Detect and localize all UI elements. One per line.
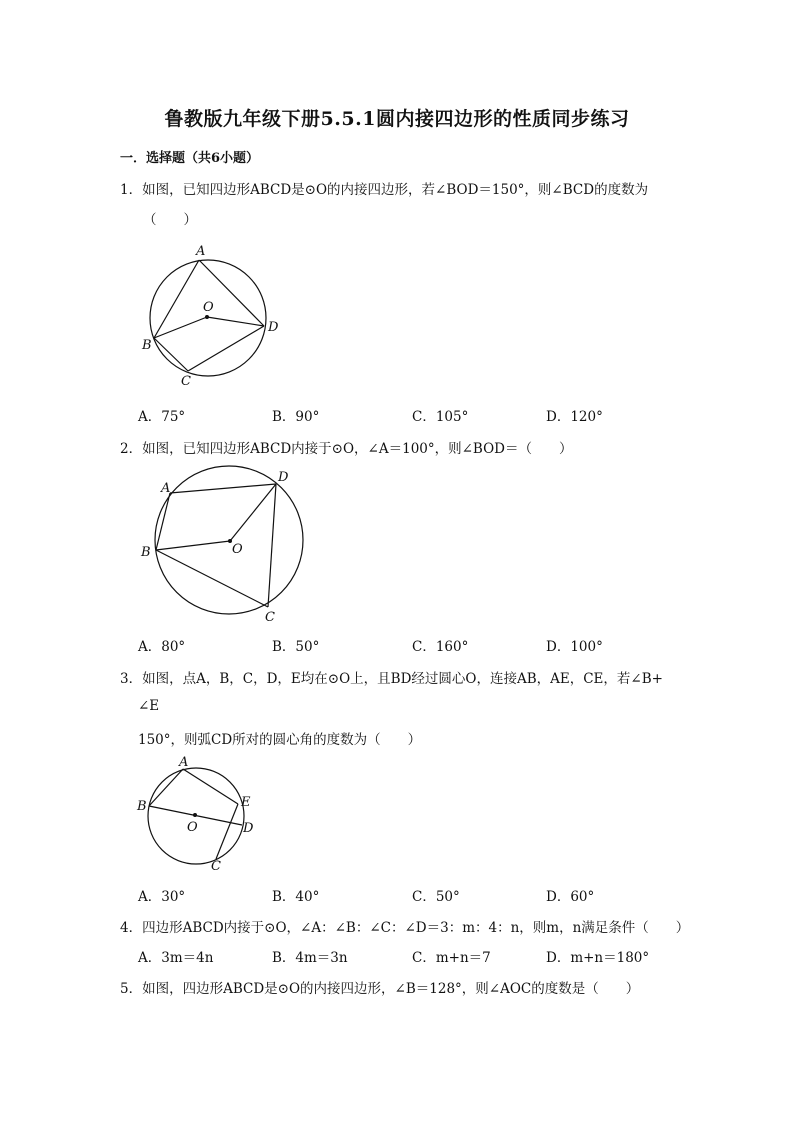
label-a: A [161,481,171,496]
question-3-stem: 3．如图，点A，B，C，D，E均在⊙O上，且BD经过圆心O，连接AB，AE，CE，若∠B+ [120,671,663,687]
segment-ab [154,260,199,338]
segment-ab [149,769,183,806]
segment-bo [156,541,230,550]
label-a: A [196,244,206,259]
segment-dc [268,484,276,607]
segment-od [207,317,264,326]
label-o: O [232,542,243,557]
q3-option-a: A．30° [138,889,186,905]
q2-option-d: D．100° [546,639,603,655]
q2-option-c: C．160° [412,639,469,655]
question-2-stem: 2．如图，已知四边形ABCD内接于⊙O，∠A＝100°，则∠BOD＝（ ） [120,441,573,457]
label-c: C [265,610,275,625]
label-e: E [241,795,251,810]
label-c: C [211,859,221,874]
q2-option-b: B．50° [272,639,320,655]
question-4-stem: 4．四边形ABCD内接于⊙O，∠A：∠B：∠C：∠D＝3：m：4：n，则m，n满足条件（ ） [120,920,690,936]
segment-ob [154,317,207,338]
segment-ad [170,484,276,493]
label-o: O [187,820,198,835]
q1-option-c: C．105° [412,409,469,425]
q4-option-b: B．4m＝3n [272,950,348,966]
q3-option-b: B．40° [272,889,320,905]
center-point [205,315,209,319]
section-heading: 一．选择题（共6小题） [120,151,260,166]
label-o: O [203,300,214,315]
question-1-answer-blank: （ ） [143,212,197,228]
question-3-stem-line2: ∠E [138,698,160,714]
question-5-stem: 5．如图，四边形ABCD是⊙O的内接四边形，∠B＝128°，则∠AOC的度数是（ ） [120,981,640,997]
q1-option-d: D．120° [546,409,603,425]
label-b: B [137,799,147,814]
question-2-figure [130,462,320,632]
segment-cd [188,326,264,371]
label-d: D [243,821,254,836]
label-d: D [268,320,279,335]
q4-option-c: C．m+n＝7 [412,950,491,966]
question-1-stem: 1．如图，已知四边形ABCD是⊙O的内接四边形，若∠BOD＝150°，则∠BCD的度数为 [120,182,649,198]
segment-od [230,484,276,541]
q4-option-a: A．3m＝4n [138,950,214,966]
label-b: B [142,338,152,353]
q2-option-a: A．80° [138,639,186,655]
segment-ae [183,769,238,804]
question-1-figure [130,238,290,398]
label-a: A [179,755,189,770]
label-d: D [278,470,289,485]
segment-bc [156,550,268,607]
q3-option-c: C．50° [412,889,460,905]
segment-ec [216,804,238,859]
segment-bc [154,338,188,371]
q4-option-d: D．m+n＝180° [546,950,650,966]
question-3-figure [130,752,270,882]
center-point [193,813,197,817]
label-c: C [181,374,191,389]
q1-option-a: A．75° [138,409,186,425]
page-title: 鲁教版九年级下册5.5.1圆内接四边形的性质同步练习 [164,108,630,130]
segment-ab [156,493,170,550]
question-3-stem-line3: 150°，则弧CD所对的圆心角的度数为（ ） [138,732,422,748]
q3-option-d: D．60° [546,889,595,905]
q1-option-b: B．90° [272,409,320,425]
label-b: B [141,545,151,560]
